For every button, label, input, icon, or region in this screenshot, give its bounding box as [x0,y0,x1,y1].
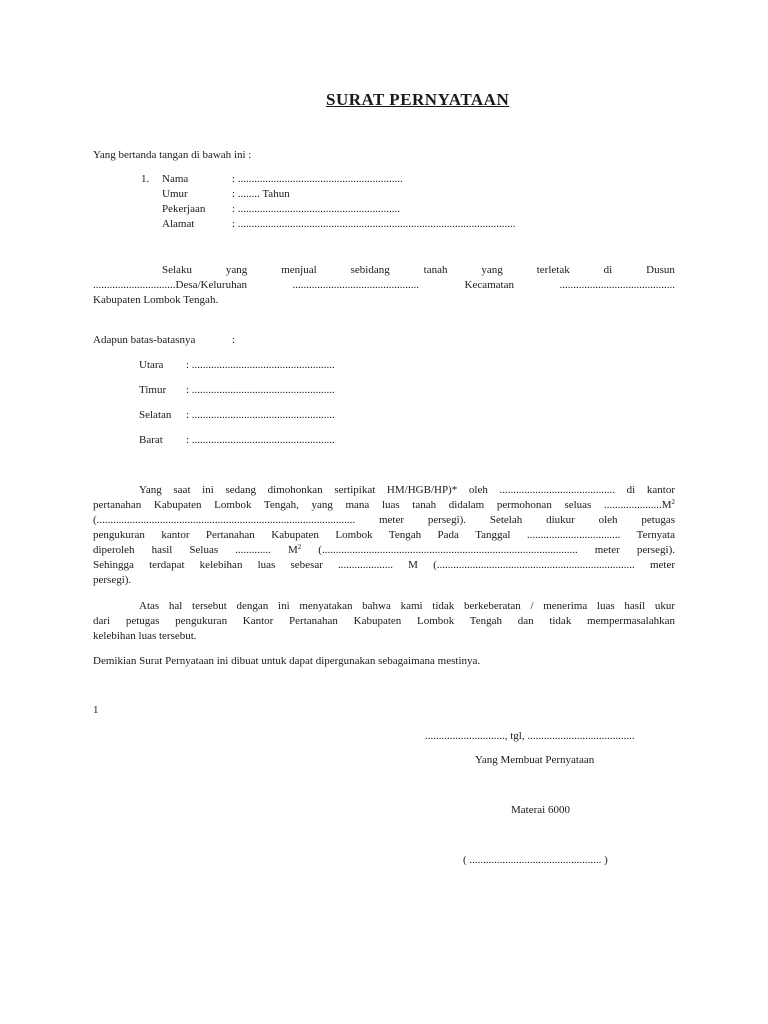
para1-word: yang [225,264,248,276]
para1-segment: Kecamatan [464,279,514,291]
para1-word: terletak [536,264,570,276]
field-value-umur: : ........ Tahun [232,188,290,200]
para1-word: Dusun [646,264,675,276]
para1-line2 [93,279,675,292]
para2-line4: pengukuran kantor Pertanahan Kabupaten Lombok Tengah Pada Tanggal .................................. Ternyata [93,529,675,541]
superscript-2: 2 [297,543,302,551]
place-date-line: ............................., tgl, ....................................... [425,730,635,742]
document-title: SURAT PERNYATAAN [326,90,510,109]
signatory-title: Yang Membuat Pernyataan [475,754,595,766]
para3-line2: dari petugas pengukuran Kantor Pertanahan Kabupaten Lombok Tengah dan tidak mempermasalahkan [93,615,675,627]
para1-word: di [603,264,613,276]
boundaries-heading: Adapun batas-batasnya [93,334,196,346]
margin-mark: 1 [93,704,99,716]
boundary-value-timur: : .................................................... [186,384,335,396]
para1-word: sebidang [350,264,390,276]
stamp-duty-note: Materai 6000 [511,804,570,816]
superscript-2: 2 [671,498,675,506]
item-number: 1. [141,173,150,185]
para1-line3: Kabupaten Lombok Tengah. [93,294,219,306]
para2-line3: (.............................................................................................. meter persegi). Setelah diukur oleh petugas [93,514,675,526]
para2-line7: persegi). [93,574,132,586]
para2-line2-text: pertanahan Kabupaten Lombok Tengah, yang mana luas tanah didalam permohonan seluas .....................M [93,499,672,511]
signatory-name-line: ( ................................................ ) [463,854,608,866]
para1-word: Selaku [162,264,192,276]
para1-word: tanah [423,264,448,276]
boundary-value-selatan: : .................................................... [186,409,335,421]
para2-line5 [93,544,675,557]
para2-line2 [93,499,675,512]
para1-segment: ..............................Desa/Keluruhan [93,279,247,291]
para2-line5-text-b: (............................................................................................. meter persegi). [318,544,675,556]
para1-segment: .............................................. [292,279,419,291]
closing-statement: Demikian Surat Pernyataan ini dibuat untuk dapat dipergunakan sebagaimana mestinya. [93,655,481,667]
field-label-pekerjaan: Pekerjaan [162,203,206,215]
field-label-alamat: Alamat [162,218,195,230]
field-label-nama: Nama [162,173,189,185]
field-value-alamat: : ..................................................................................................... [232,218,516,230]
para1-word: menjual [281,264,317,276]
para2-line1: Yang saat ini sedang dimohonkan sertipikat HM/HGB/HP)* oleh .......................................... di kantor [139,484,675,496]
boundary-label-selatan: Selatan [139,409,172,421]
para3-line3: kelebihan luas tersebut. [93,630,197,642]
boundary-value-barat: : .................................................... [186,434,335,446]
intro-text: Yang bertanda tangan di bawah ini : [93,149,252,161]
boundary-value-utara: : .................................................... [186,359,335,371]
boundary-label-utara: Utara [139,359,164,371]
para2-line6: Sehingga terdapat kelebihan luas sebesar .................... M (........................................................................ meter [93,559,675,571]
field-label-umur: Umur [162,188,188,200]
boundaries-colon: : [232,334,236,346]
para2-line5-text-a: diperoleh hasil Seluas ............. M [93,544,298,556]
boundary-label-barat: Barat [139,434,163,446]
para1-word: yang [481,264,503,276]
field-value-pekerjaan: : ........................................................... [232,203,401,215]
boundary-label-timur: Timur [139,384,167,396]
field-value-nama: : ............................................................ [232,173,403,185]
para1-segment: .......................................... [559,279,675,291]
para3-line1: Atas hal tersebut dengan ini menyatakan bahwa kami tidak berkeberatan / menerima luas hasil ukur [139,600,675,612]
para1-line1 [162,264,675,277]
